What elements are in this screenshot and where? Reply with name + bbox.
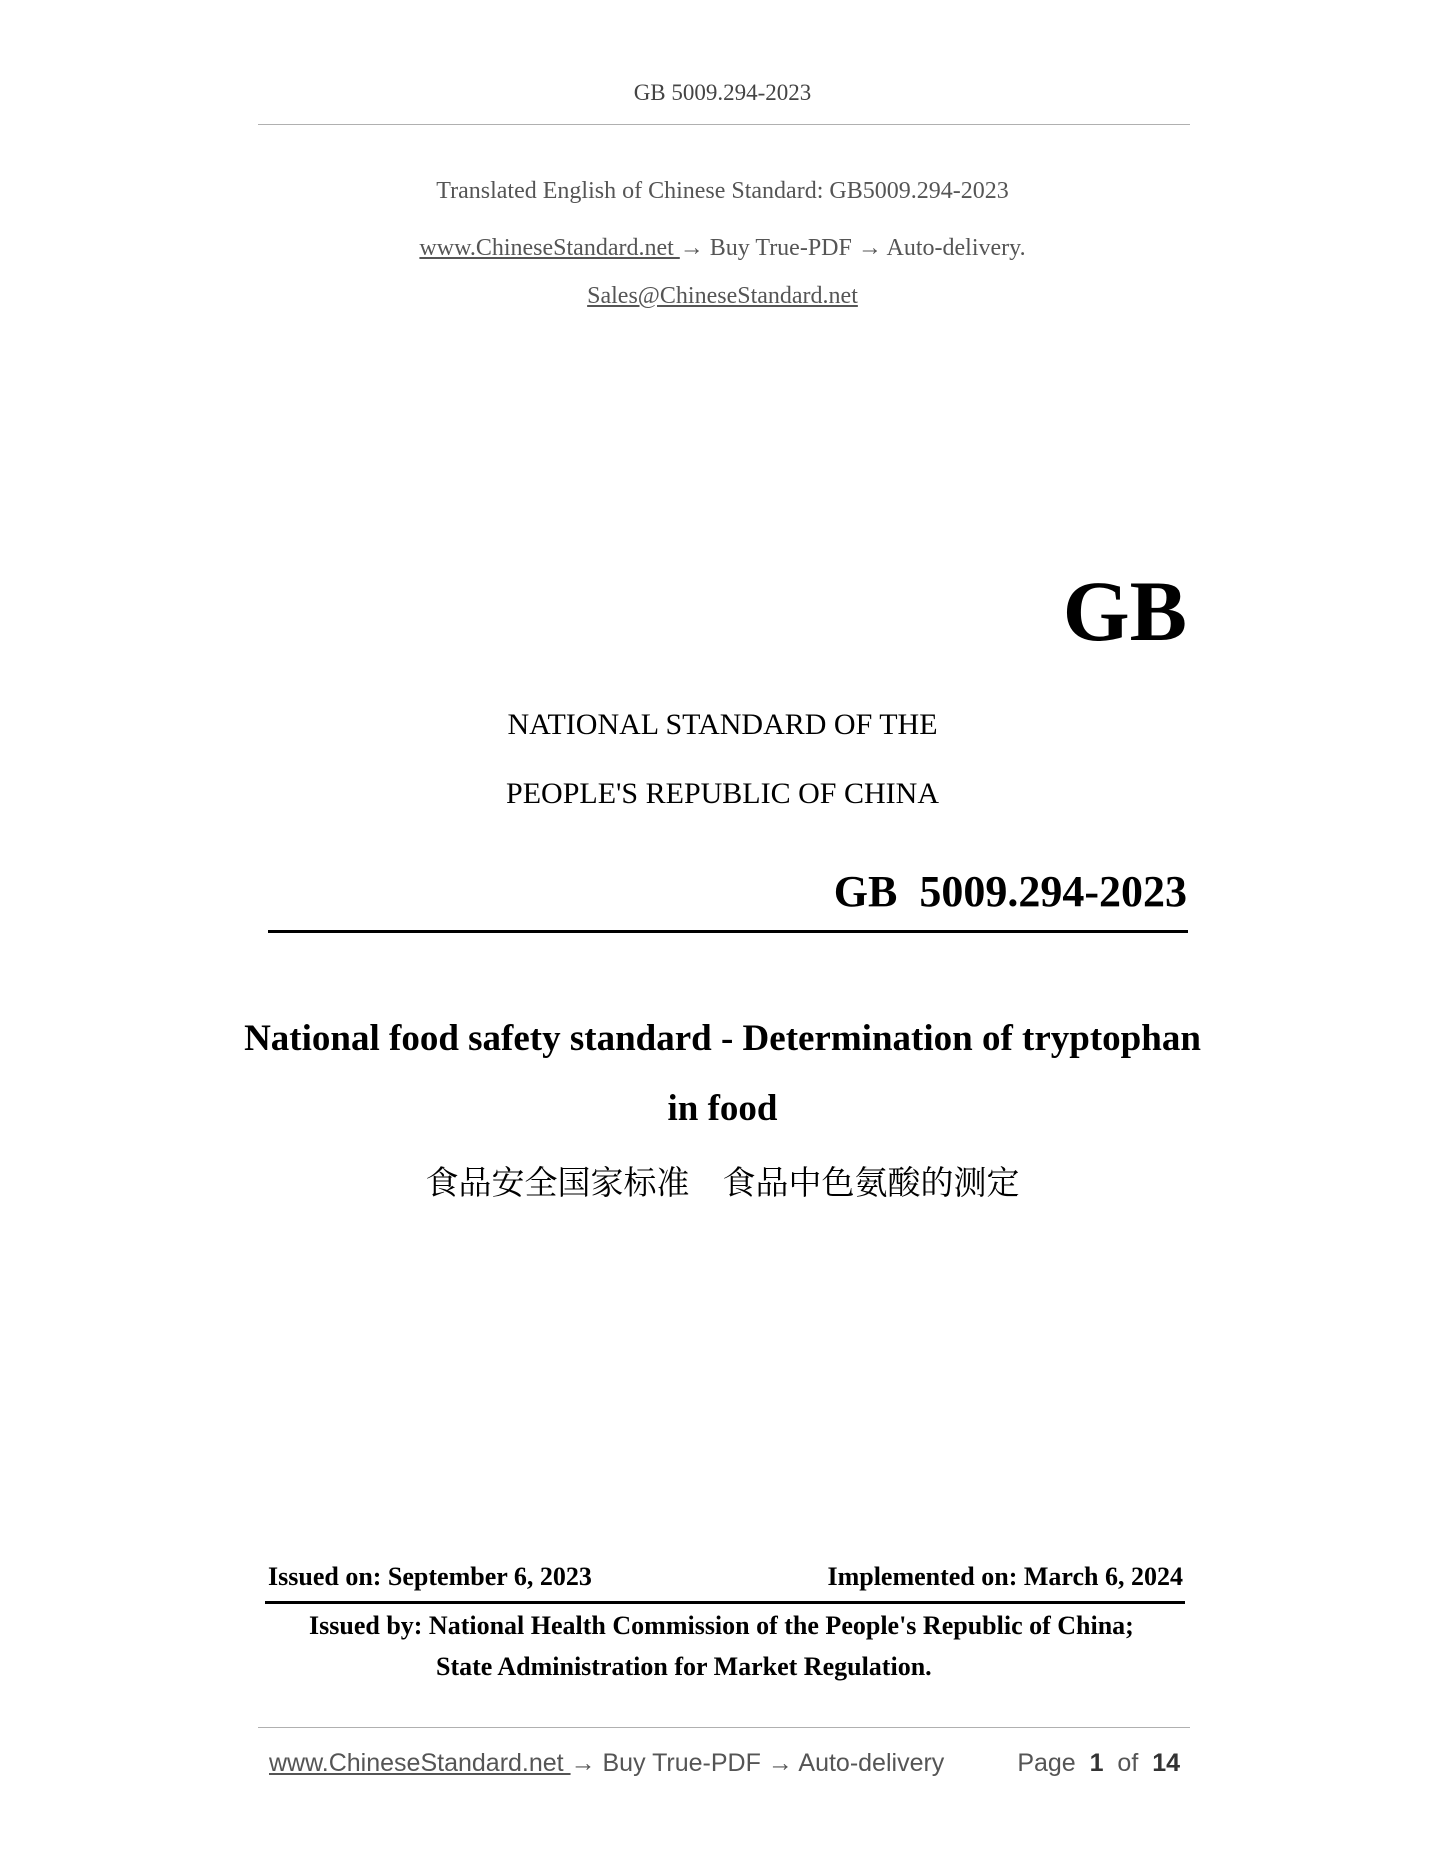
sales-email-link[interactable]: Sales@ChineseStandard.net [587,283,858,309]
footer-divider [258,1727,1190,1728]
title-en-line1: National food safety standard - Determination of tryptophan [244,1018,1201,1059]
running-header: GB 5009.294-2023 [633,80,812,105]
title-en-line2: in food [667,1088,778,1129]
issued-by-line2: State Administration for Market Regulation. [436,1652,932,1681]
issued-by-line1: Issued by: National Health Commission of the People's Republic of China; [309,1611,1134,1640]
promo-email-line [0,283,1445,310]
national-standard-line1: NATIONAL STANDARD OF THE [507,708,938,741]
page-of: of [1117,1749,1139,1777]
promo-buy-text: → Buy True-PDF → Auto-delivery. [679,235,1026,261]
page-label: Page [1017,1749,1076,1777]
code-prefix: GB [833,867,898,916]
dates-divider [265,1601,1185,1604]
code-underline [268,930,1188,933]
promo-buy-line [0,235,1445,262]
gb-mark: GB [1062,563,1187,659]
issued-on: Issued on: September 6, 2023 [268,1562,592,1591]
national-standard-line2: PEOPLE'S REPUBLIC OF CHINA [506,777,939,810]
standard-code [834,866,1187,917]
header-divider [258,124,1190,125]
footer-buy-text: → Buy True-PDF → Auto-delivery [570,1749,945,1777]
page-current: 1 [1089,1749,1104,1777]
site-link[interactable]: www.ChineseStandard.net [419,235,680,261]
page-indicator [1017,1749,1180,1778]
footer-site-link[interactable]: www.ChineseStandard.net [269,1749,571,1777]
page-total: 14 [1152,1749,1180,1777]
translated-notice: Translated English of Chinese Standard: GB5009.294-2023 [436,178,1009,204]
implemented-on: Implemented on: March 6, 2024 [827,1562,1183,1591]
footer-promo [269,1749,944,1778]
title-cn: 食品安全国家标准 食品中色氨酸的测定 [425,1163,1020,1202]
code-number: 5009.294-2023 [919,867,1187,916]
